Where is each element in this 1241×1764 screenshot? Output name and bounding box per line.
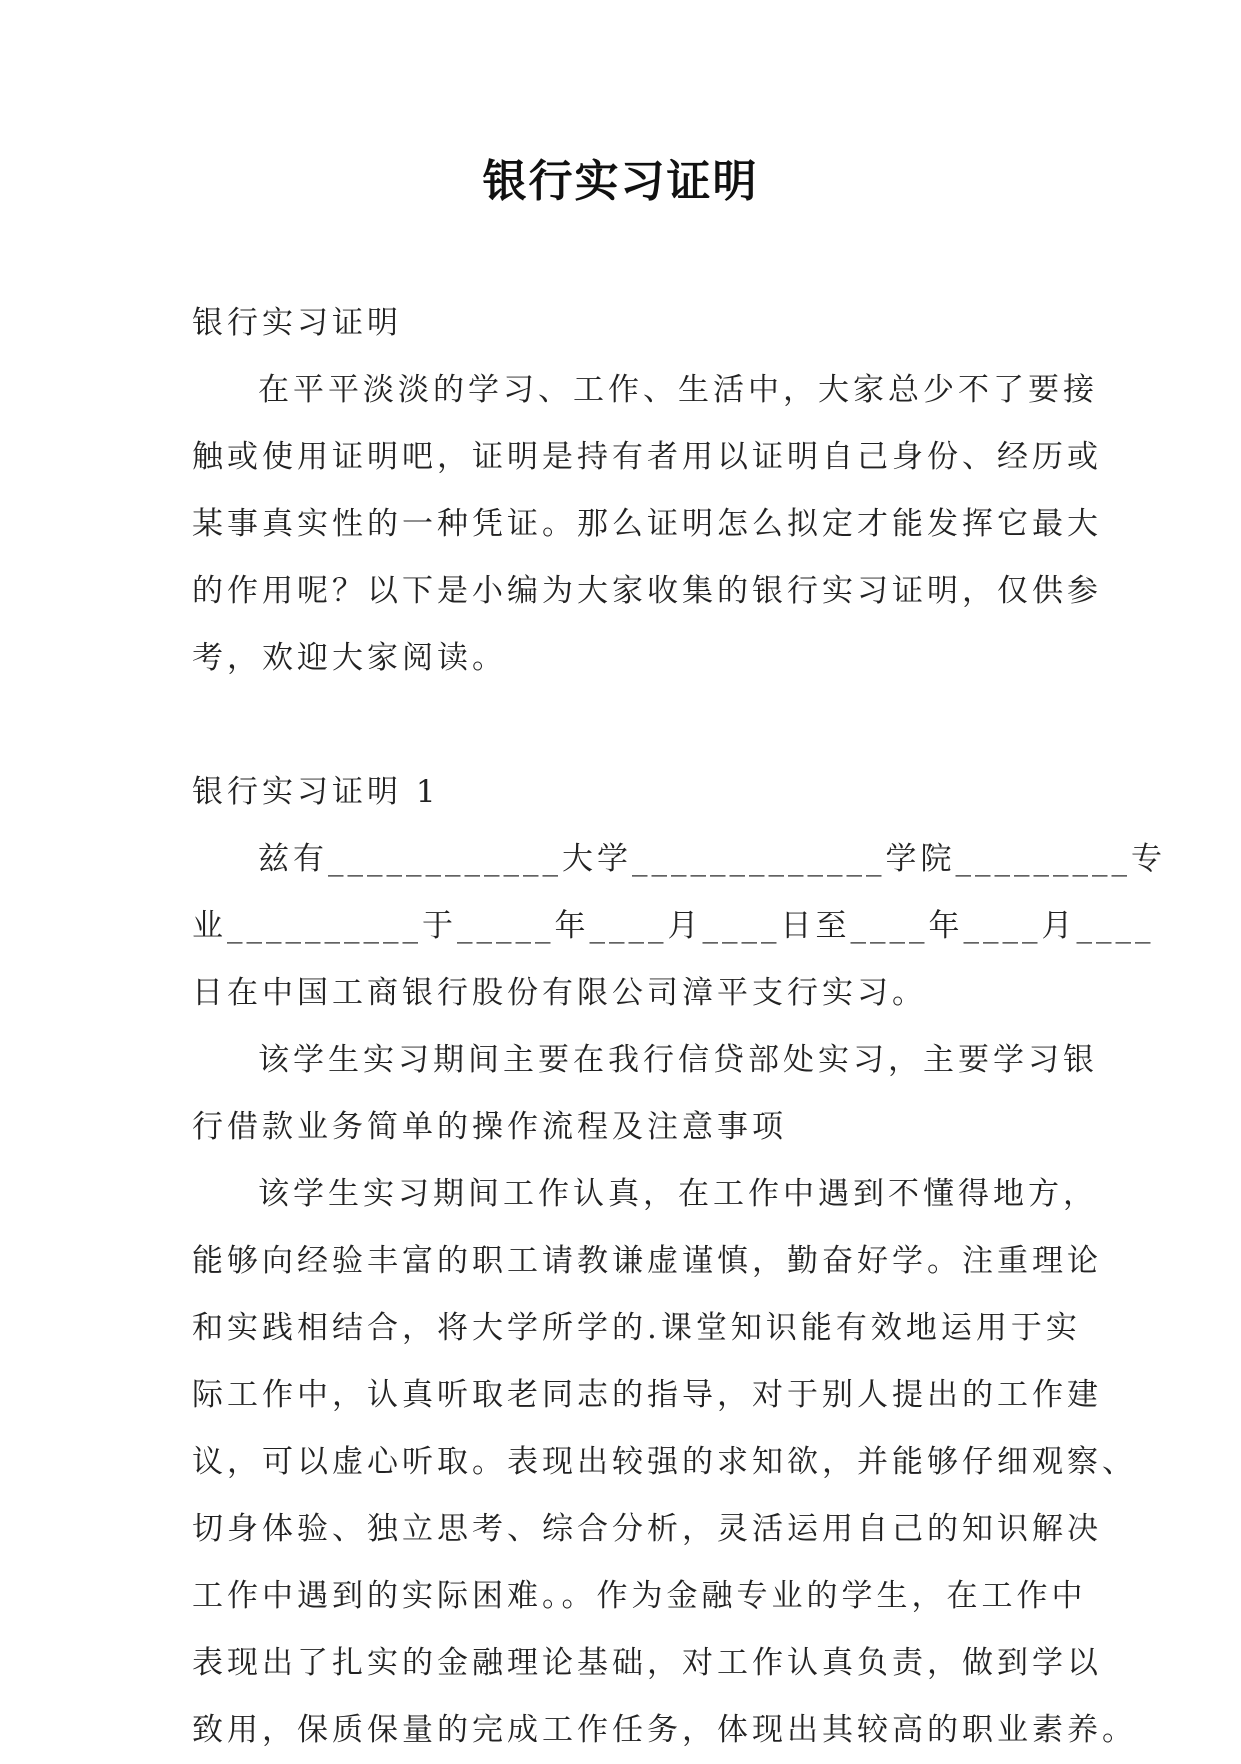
paragraph-line: 在平平淡淡的学习、工作、生活中，大家总少不了要接 [258, 372, 1098, 408]
document-title: 银行实习证明 [482, 156, 759, 207]
paragraph-line: 该学生实习期间主要在我行信贷部处实习，主要学习银 [258, 1042, 1098, 1078]
paragraph-line: 考，欢迎大家阅读。 [192, 640, 507, 676]
paragraph-spacer [192, 692, 1052, 759]
paragraph-line: 表现出了扎实的金融理论基础，对工作认真负责，做到学以 [192, 1645, 1102, 1681]
paragraph-line: 的作用呢？以下是小编为大家收集的银行实习证明，仅供参 [192, 573, 1102, 609]
paragraph-line: 际工作中，认真听取老同志的指导，对于别人提出的工作建 [192, 1377, 1102, 1413]
paragraph-line: 切身体验、独立思考、综合分析，灵活运用自己的知识解决 [192, 1511, 1102, 1547]
paragraph-line: 兹有____________大学_____________学院_________专 [258, 841, 1166, 877]
evaluation-paragraph [192, 1161, 1137, 1764]
paragraph-line: 致用，保质保量的完成工作任务，体现出其较高的职业素养。 [192, 1712, 1137, 1748]
intro-paragraph [192, 357, 1102, 692]
paragraph-line: 业__________于_____年____月____日至____年____月____ [192, 908, 1155, 944]
paragraph-line: 议，可以虚心听取。表现出较强的求知欲，并能够仔细观察、 [192, 1444, 1137, 1480]
paragraph-line: 能够向经验丰富的职工请教谦虚谨慎，勤奋好学。注重理论 [192, 1243, 1102, 1279]
paragraph-line: 日在中国工商银行股份有限公司漳平支行实习。 [192, 975, 927, 1011]
paragraph-line: 触或使用证明吧，证明是持有者用以证明自己身份、经历或 [192, 439, 1102, 475]
paragraph-line: 工作中遇到的实际困难。。作为金融专业的学生，在工作中 [192, 1578, 1087, 1614]
paragraph-line: 某事真实性的一种凭证。那么证明怎么拟定才能发挥它最大 [192, 506, 1102, 542]
section-heading: 银行实习证明 [192, 305, 402, 341]
document-body [192, 290, 1166, 1764]
certificate-blank-paragraph [192, 826, 1166, 1027]
paragraph-line: 行借款业务简单的操作流程及注意事项 [192, 1109, 787, 1145]
section-heading: 银行实习证明 1 [192, 774, 440, 810]
internship-duties-paragraph [192, 1027, 1098, 1161]
paragraph-line: 和实践相结合，将大学所学的.课堂知识能有效地运用于实 [192, 1310, 1081, 1346]
paragraph-line: 该学生实习期间工作认真，在工作中遇到不懂得地方， [258, 1176, 1098, 1212]
